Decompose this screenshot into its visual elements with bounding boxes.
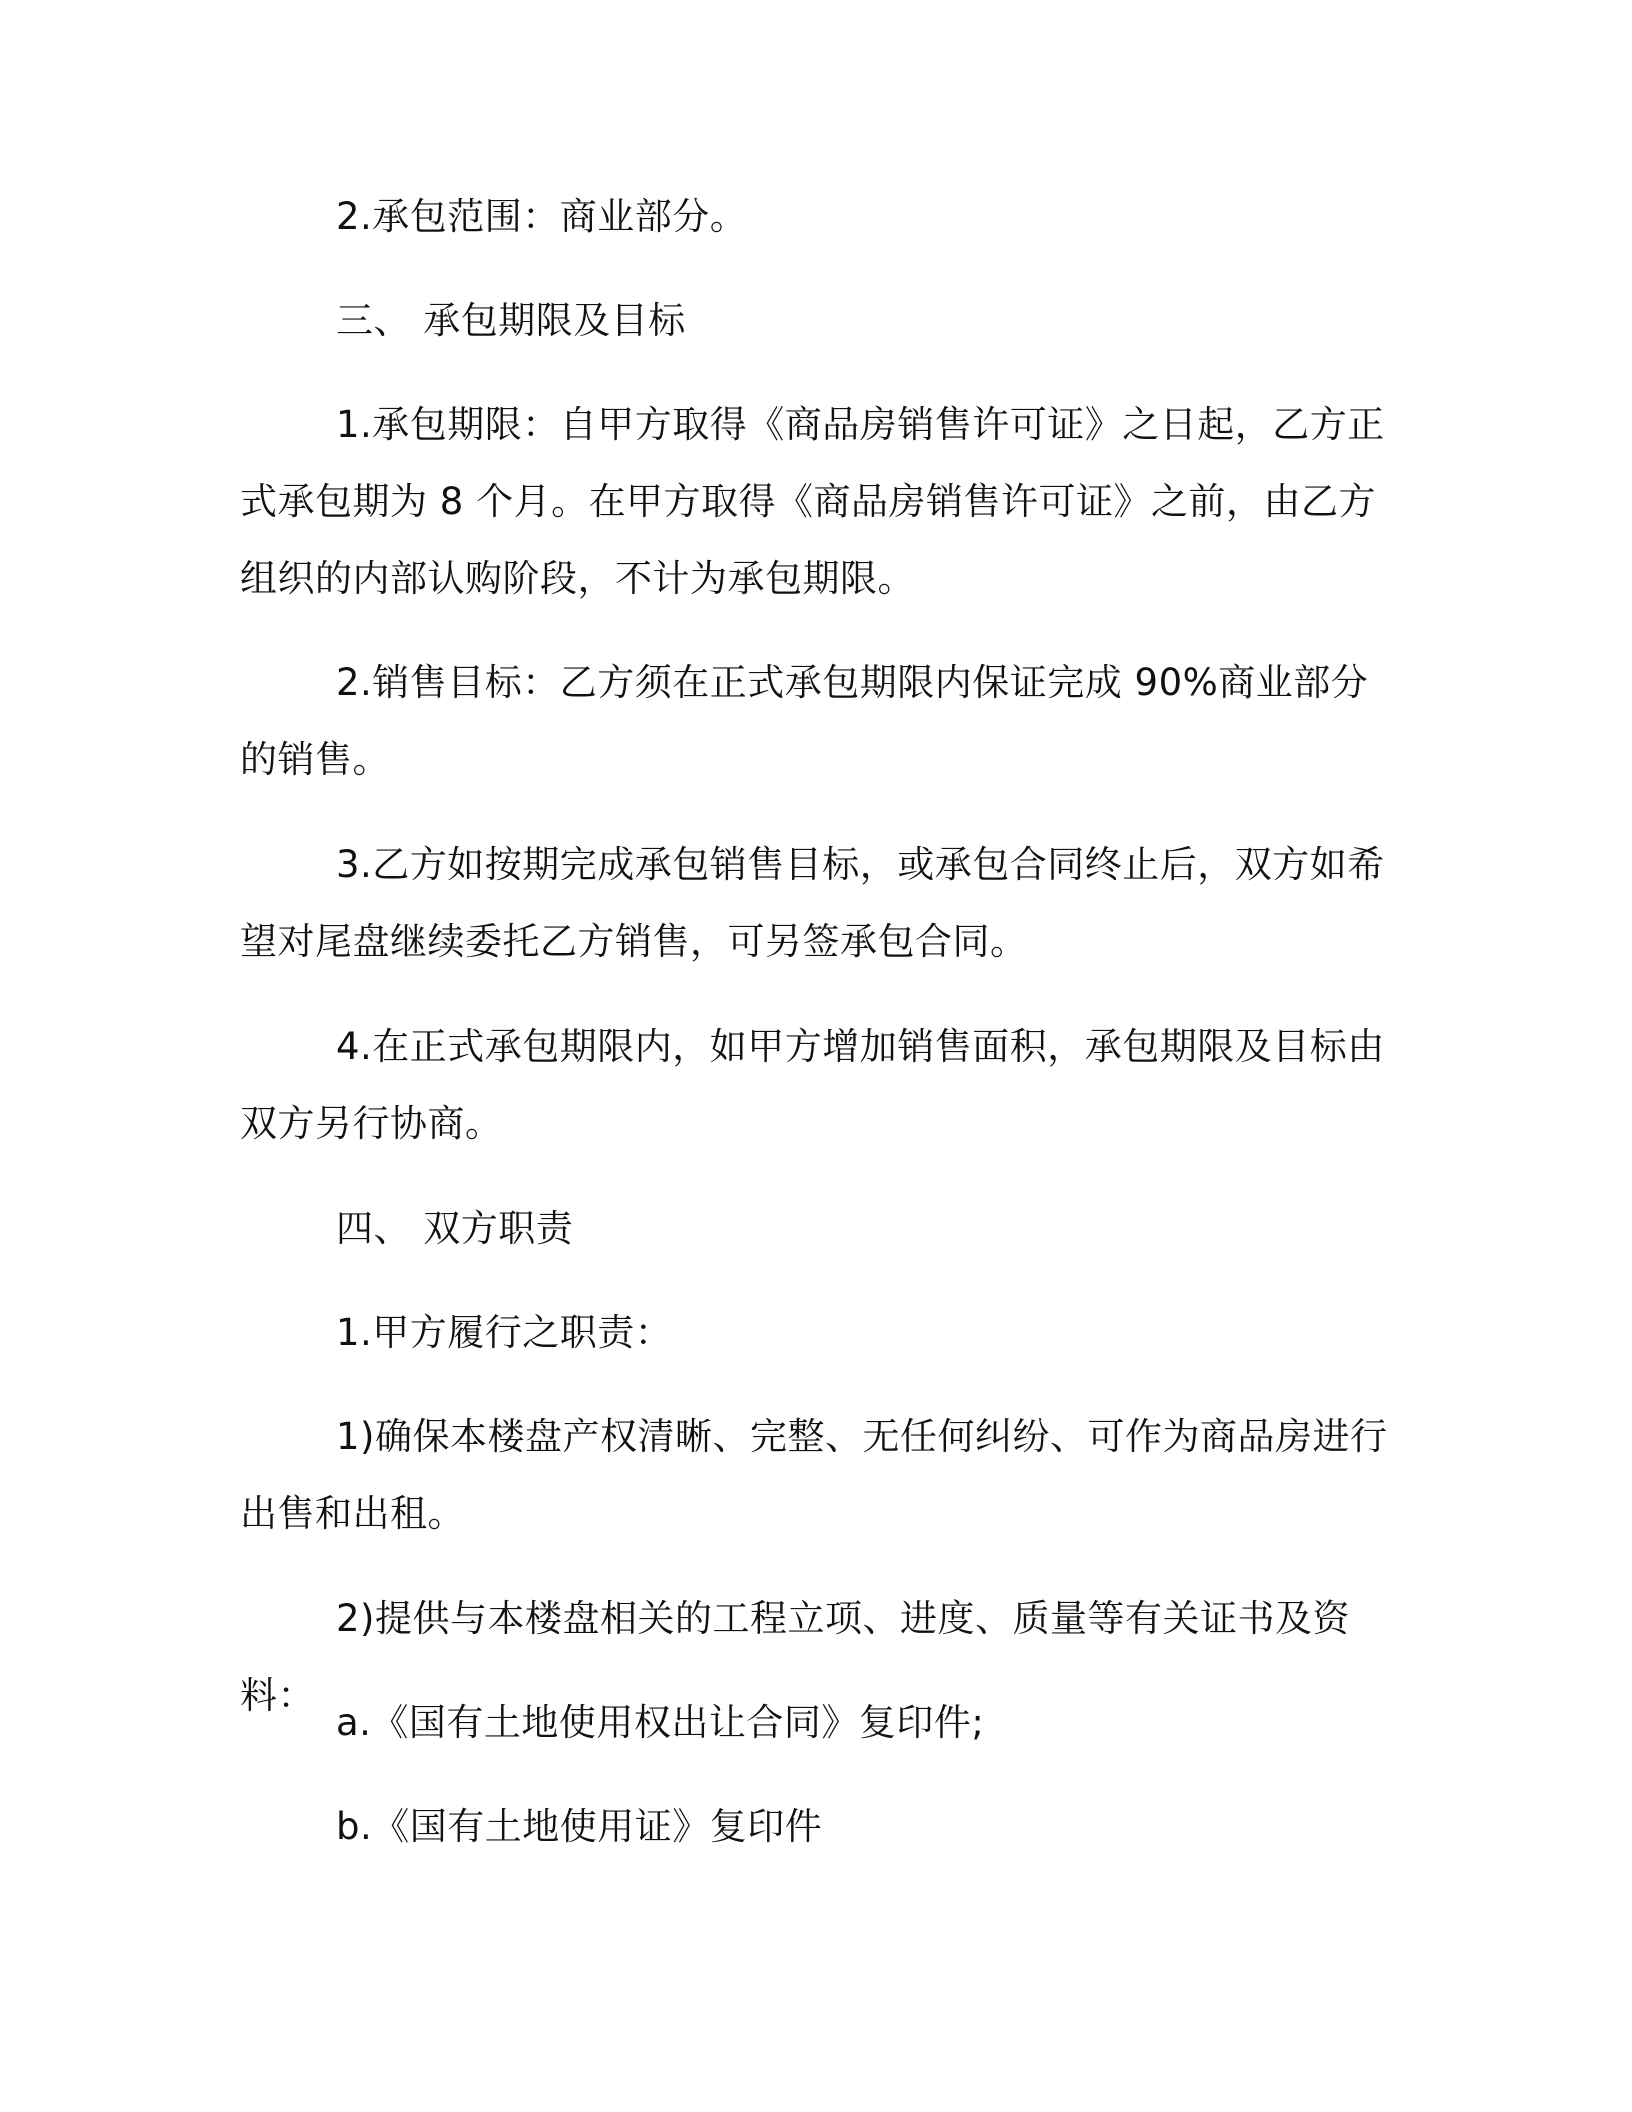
paragraph-contract-scope: 2.承包范围：商业部分。 — [336, 195, 748, 238]
paragraph-provide-documents: 2)提供与本楼盘相关的工程立项、进度、质量等有关证书及资料： — [240, 1597, 1350, 1717]
paragraph-party-a-duties: 1.甲方履行之职责： — [336, 1311, 673, 1354]
list-item-land-use-certificate: b.《国有土地使用证》复印件 — [336, 1805, 823, 1848]
paragraph-contract-term: 1.承包期限：自甲方取得《商品房销售许可证》之日起，乙方正式承包期为 8 个月。在甲方取得《商品房销售许可证》之前，由乙方组织的内部认购阶段，不计为承包期限。 — [240, 403, 1385, 600]
paragraph-sales-target: 2.销售目标：乙方须在正式承包期限内保证完成 90%商业部分的销售。 — [240, 661, 1369, 781]
section-heading-responsibilities: 四、 双方职责 — [336, 1207, 574, 1250]
paragraph-area-increase: 4.在正式承包期限内，如甲方增加销售面积，承包期限及目标由双方另行协商。 — [240, 1025, 1385, 1145]
paragraph-remaining-units: 3.乙方如按期完成承包销售目标，或承包合同终止后，双方如希望对尾盘继续委托乙方销售，可另签承包合同。 — [240, 843, 1385, 963]
list-item-land-transfer-contract: a.《国有土地使用权出让合同》复印件; — [336, 1701, 985, 1744]
paragraph-property-rights: 1)确保本楼盘产权清晰、完整、无任何纠纷、可作为商品房进行出售和出租。 — [240, 1415, 1388, 1535]
section-heading-term-and-target: 三、 承包期限及目标 — [336, 299, 686, 342]
